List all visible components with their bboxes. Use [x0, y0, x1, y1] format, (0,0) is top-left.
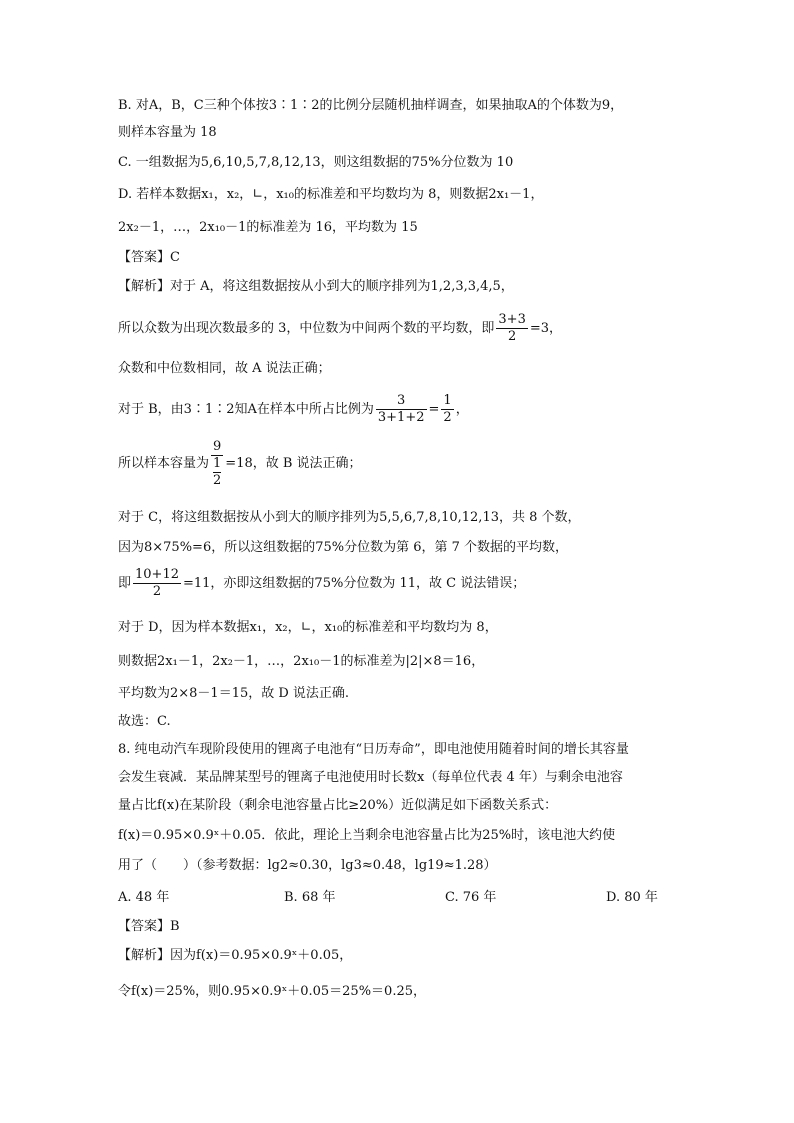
text-segment: = — [428, 402, 440, 417]
q7-choose: 故选：C. — [118, 714, 171, 729]
q8-option-d: D. 80 年 — [606, 890, 658, 905]
fraction — [376, 393, 427, 426]
text-segment: ， — [455, 402, 469, 417]
q7-option-d-line1: D. 若样本数据x₁，x₂，∟，x₁₀的标准差和平均数均为 8，则数据2x₁－1， — [118, 187, 544, 202]
q7-analysis-c2: 因为8×75%=6，所以这组数据的75%分位数为第 6，第 7 个数据的平均数， — [118, 540, 569, 555]
q7-analysis-d1: 对于 D，因为样本数据x₁，x₂，∟，x₁₀的标准差和平均数均为 8， — [118, 620, 498, 635]
q7-analysis-b1 — [118, 392, 469, 428]
q8-analysis-line1: 【解析】因为f(x)＝0.95×0.9ˣ＋0.05， — [118, 948, 353, 963]
q8-option-c: C. 76 年 — [445, 890, 497, 905]
q8-answer: 【答案】B — [118, 919, 180, 934]
fraction-denominator: 2 — [496, 328, 527, 345]
q8-option-a: A. 48 年 — [118, 890, 170, 905]
q7-option-c: C. 一组数据为5,6,10,5,7,8,12,13，则这组数据的75%分位数为 10 — [118, 155, 514, 170]
q8-stem-line4: f(x)＝0.95×0.9ˣ＋0.05．依此，理论上当剩余电池容量占比为25%时，该电池大约使 — [118, 828, 616, 843]
text-segment: 所以样本容量为 — [118, 456, 210, 471]
q7-option-d-line2: 2x₂－1，…，2x₁₀－1的标准差为 16，平均数为 15 — [118, 220, 418, 235]
text-segment: =11，亦即这组数据的75%分位数为 11，故 C 说法错误； — [183, 576, 526, 591]
q7-analysis-a3: 众数和中位数相同，故 A 说法正确； — [118, 361, 331, 376]
text-segment: 对于 B，由3∶1∶2知A在样本中所占比例为 — [118, 402, 374, 417]
text-segment: 所以众数为出现次数最多的 3，中位数为中间两个数的平均数，即 — [118, 321, 495, 336]
q8-stem-line3: 量占比f(x)在某阶段（剩余电池容量占比≥20%）近似满足如下函数关系式： — [118, 798, 558, 813]
inner-numerator: 1 — [213, 455, 222, 471]
fraction-denominator: 3+1+2 — [377, 410, 425, 425]
text-segment: =18，故 B 说法正确； — [225, 456, 362, 471]
fraction-numerator: 3 — [397, 393, 406, 408]
fraction-numerator: 10+12 — [135, 567, 179, 582]
inner-fraction — [213, 456, 221, 489]
nested-fraction — [211, 439, 223, 489]
q7-analysis-c1: 对于 C，将这组数据按从小到大的顺序排列为5,5,6,7,8,10,12,13，共 8 个数， — [118, 510, 581, 525]
q7-analysis-a2 — [118, 312, 562, 346]
fraction-numerator: 1 — [443, 393, 452, 408]
q8-stem-line1: 8. 纯电动汽车现阶段使用的锂离子电池有“日历寿命”，即电池使用随着时间的增长其容量 — [118, 742, 629, 757]
q8-stem-line5: 用了（ ）（参考数据：lg2≈0.30，lg3≈0.48，lg19≈1.28） — [118, 858, 497, 873]
fraction-numerator: 3+3 — [498, 312, 526, 327]
q7-option-b-line2: 则样本容量为 18 — [118, 125, 217, 140]
fraction — [133, 567, 181, 600]
text-segment: 即 — [118, 576, 132, 591]
q7-analysis-d2: 则数据2x₁－1，2x₂－1，…，2x₁₀－1的标准差为|2|×8＝16， — [118, 654, 485, 669]
q7-analysis-c3 — [118, 566, 525, 602]
q8-option-b: B. 68 年 — [284, 890, 336, 905]
q7-analysis-d3: 平均数为2×8－1＝15，故 D 说法正确. — [118, 686, 350, 701]
fraction-denominator: 2 — [443, 410, 452, 425]
inner-denominator: 2 — [213, 472, 222, 488]
text-segment: =3， — [529, 321, 563, 336]
q7-answer: 【答案】C — [118, 250, 180, 265]
q8-analysis-line2: 令f(x)＝25%，则0.95×0.9ˣ＋0.05＝25%＝0.25， — [118, 984, 426, 999]
q7-option-b-line1: B. 对A，B，C三种个体按3∶1∶2的比例分层随机抽样调查，如果抽取A的个体数为9， — [118, 98, 624, 113]
q8-stem-line2: 会发生衰减．某品牌某型号的锂离子电池使用时长数x（每单位代表 4 年）与剩余电池容 — [118, 770, 623, 785]
fraction — [496, 312, 527, 345]
fraction — [441, 393, 453, 426]
q7-analysis-a1: 【解析】对于 A，将这组数据按从小到大的顺序排列为1,2,3,3,4,5， — [118, 279, 514, 294]
fraction-denominator — [211, 455, 223, 489]
q7-analysis-b2 — [118, 438, 362, 490]
fraction-denominator: 2 — [133, 583, 181, 600]
fraction-numerator: 9 — [213, 438, 222, 454]
